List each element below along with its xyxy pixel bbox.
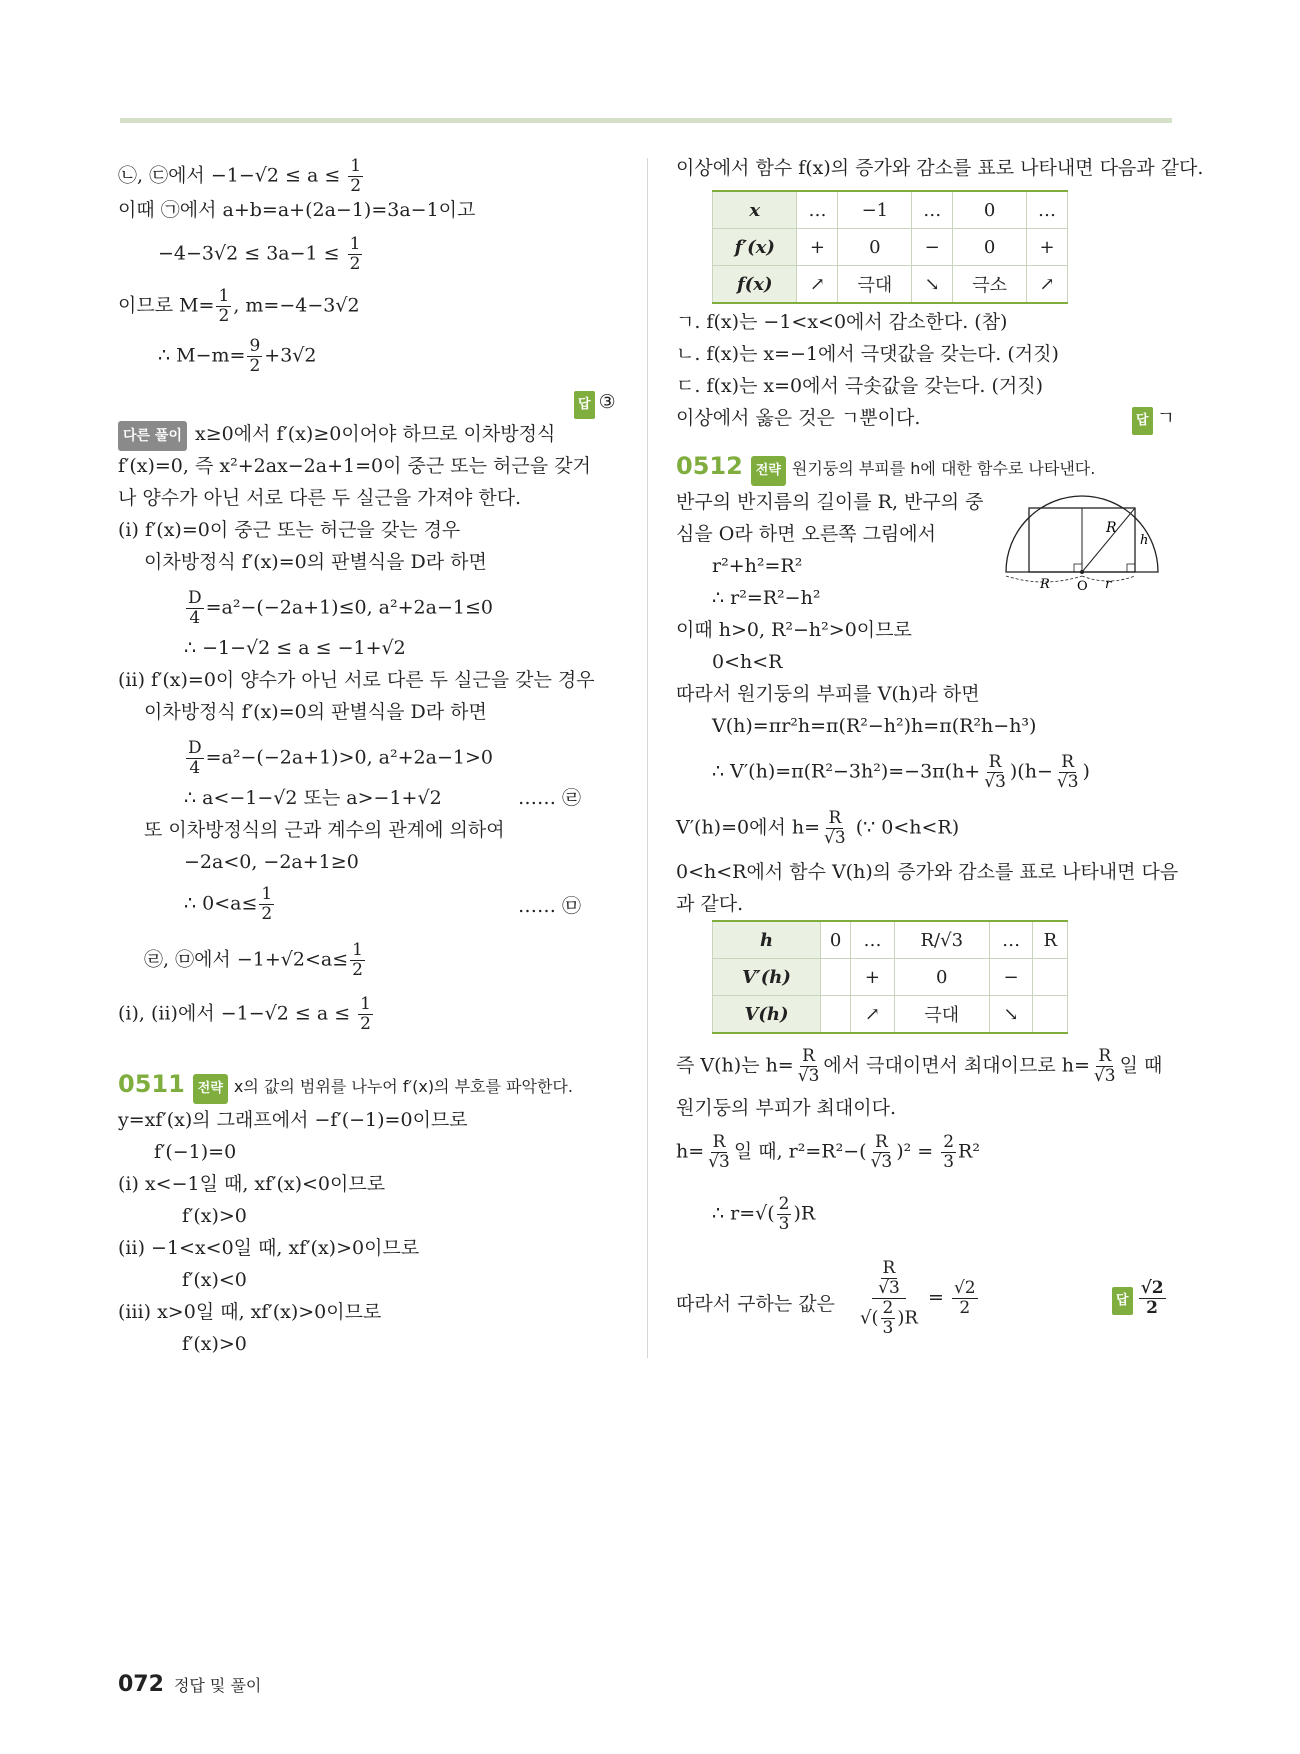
strategy-badge: 전략 bbox=[751, 456, 786, 486]
table-cell: 0 bbox=[821, 921, 851, 959]
line: ㄱ. f(x)는 −1<x<0에서 감소한다. (참) bbox=[676, 311, 1008, 333]
table-header-cell: V′(h) bbox=[713, 959, 821, 996]
table-cell: 극대 bbox=[838, 266, 912, 304]
line: ∴ a<−1−√2 또는 a>−1+√2 bbox=[184, 787, 442, 809]
line: (ⅱ) −1<x<0일 때, xf′(x)>0이므로 bbox=[118, 1237, 420, 1259]
page-number: 072 bbox=[118, 1672, 164, 1697]
radius-line bbox=[1082, 508, 1135, 572]
line: r²+h²=R² bbox=[712, 555, 803, 577]
line: y=xf′(x)의 그래프에서 −f′(−1)=0이므로 bbox=[118, 1109, 468, 1131]
fraction: $\frac{R}{√3}$ bbox=[708, 1132, 730, 1172]
table-cell: + bbox=[851, 959, 895, 996]
table-cell: … bbox=[797, 191, 838, 229]
fraction: $\frac{D}{4}$ bbox=[188, 588, 202, 628]
fraction: $\frac{1}{2}$ bbox=[349, 234, 361, 274]
table-cell bbox=[1033, 959, 1068, 996]
line: −4−3√2 ≤ 3a−1 ≤ $\frac{1}{2}$ bbox=[158, 234, 361, 274]
line-marker: …… ㉣ bbox=[518, 787, 582, 809]
line: (ⅲ) x>0일 때, xf′(x)>0이므로 bbox=[118, 1301, 382, 1323]
table-cell: … bbox=[851, 921, 895, 959]
top-rule bbox=[120, 118, 1172, 123]
table-cell: ↘ bbox=[912, 266, 953, 304]
variation-table-vh bbox=[712, 920, 1068, 1034]
line: ∴ 0<a≤ $\frac{1}{2}$ bbox=[184, 884, 273, 924]
table-header-cell: V(h) bbox=[713, 996, 821, 1034]
line: 이때 ㉠에서 a+b=a+(2a−1)=3a−1이고 bbox=[118, 199, 476, 221]
fraction: $\frac{9}{2}$ bbox=[249, 336, 261, 376]
table-row bbox=[713, 191, 1068, 229]
right-angle-mark bbox=[1127, 564, 1135, 572]
table-cell: ↗ bbox=[851, 996, 895, 1034]
line: −2a<0, −2a+1≥0 bbox=[184, 851, 359, 873]
line: ㉣, ㉤에서 −1+√2<a≤ $\frac{1}{2}$ bbox=[144, 940, 363, 980]
table-cell: 극대 bbox=[894, 996, 989, 1034]
fraction: $\frac{1}{2}$ bbox=[352, 940, 363, 980]
table-cell: 0 bbox=[953, 229, 1027, 266]
fraction: $\frac{R}{√3}$ bbox=[984, 752, 1006, 792]
line: (ⅱ) f′(x)=0이 양수가 아닌 서로 다른 두 실근을 갖는 경우 bbox=[118, 669, 595, 691]
table-cell: … bbox=[1026, 191, 1067, 229]
variation-table-fx bbox=[712, 190, 1068, 304]
table-row bbox=[713, 959, 1068, 996]
line: h= $\frac{R}{√3}$ 일 때, r²=R²−( $\frac{R}{√3}$ )² = $\frac{2}{3}$ R² bbox=[676, 1132, 980, 1172]
line: 따라서 원기둥의 부피를 V(h)라 하면 bbox=[676, 683, 980, 705]
line: 원기둥의 부피가 최대이다. bbox=[676, 1097, 897, 1119]
table-cell: R bbox=[1033, 921, 1068, 959]
page-footer bbox=[118, 1672, 261, 1697]
line: ㉡, ㉢에서 −1−√2 ≤ a ≤ $\frac{1}{2}$ bbox=[118, 156, 362, 196]
fraction: $\frac{R}{√3}$ bbox=[870, 1132, 893, 1172]
line: (ⅰ), (ⅱ)에서 −1−√2 ≤ a ≤ $\frac{1}{2}$ bbox=[118, 994, 371, 1034]
line: 0<h<R에서 함수 V(h)의 증가와 감소를 표로 나타내면 다음 bbox=[676, 861, 1179, 883]
line: V′(h)=0에서 h= $\frac{R}{√3}$ (∵ 0<h<R) bbox=[676, 808, 960, 848]
table-cell: ↘ bbox=[989, 996, 1033, 1034]
table-header-cell: f(x) bbox=[713, 266, 797, 304]
table-row bbox=[713, 921, 1068, 959]
fraction: $\frac{D}{4}$ bbox=[188, 738, 202, 778]
line: 따라서 구하는 값은 bbox=[676, 1293, 835, 1315]
answer-badge: 답 bbox=[1132, 407, 1153, 435]
table-cell: 0 bbox=[894, 959, 989, 996]
table-header-cell: h bbox=[713, 921, 821, 959]
line: ㄴ. f(x)는 x=−1에서 극댓값을 갖는다. (거짓) bbox=[676, 343, 1059, 365]
table-cell: + bbox=[797, 229, 838, 266]
line: $\frac{D}{4}$ =a²−(−2a+1)>0, a²+2a−1>0 bbox=[188, 738, 493, 778]
table-header-cell: x bbox=[713, 191, 797, 229]
line: ∴ V′(h)=π(R²−3h²)=−3π(h+ $\frac{R}{√3}$ )(h− $\frac{R}{√3}$ ) bbox=[712, 752, 1090, 792]
line: 이므로 M= $\frac{1}{2}$ , m=−4−3√2 bbox=[118, 286, 360, 326]
problem-number: 0512 bbox=[676, 452, 743, 480]
line: f′(x)>0 bbox=[182, 1205, 247, 1227]
fraction: $\frac{1}{2}$ bbox=[360, 994, 371, 1034]
line: (ⅰ) f′(x)=0이 중근 또는 허근을 갖는 경우 bbox=[118, 519, 461, 541]
table-row bbox=[713, 229, 1068, 266]
line: $\frac{D}{4}$ =a²−(−2a+1)≤0, a²+2a−1≤0 bbox=[188, 588, 493, 628]
fraction: $\frac{1}{2}$ bbox=[261, 884, 273, 924]
table-cell: … bbox=[989, 921, 1033, 959]
line: 0<h<R bbox=[712, 651, 783, 673]
answer-mark bbox=[1112, 1280, 1168, 1317]
table-cell: − bbox=[912, 229, 953, 266]
line: 심을 O라 하면 오른쪽 그림에서 bbox=[676, 523, 936, 545]
figure-label: h bbox=[1140, 533, 1149, 548]
footer-label: 정답 및 풀이 bbox=[173, 1676, 262, 1695]
fraction: $\frac{R}{√3}$ bbox=[824, 808, 846, 848]
center-point bbox=[1080, 570, 1084, 574]
fraction: $\frac{2}{3}$ bbox=[943, 1132, 955, 1172]
table-cell: 극소 bbox=[953, 266, 1027, 304]
table-cell: ↗ bbox=[1026, 266, 1067, 304]
answer-badge: 답 bbox=[574, 391, 595, 419]
table-cell: 0 bbox=[838, 229, 912, 266]
table-cell: −1 bbox=[838, 191, 912, 229]
table-header-cell: f′(x) bbox=[713, 229, 797, 266]
table-cell: + bbox=[1026, 229, 1067, 266]
line: ∴ r=√( $\frac{2}{3}$ )R bbox=[712, 1194, 816, 1234]
line: f′(x)>0 bbox=[182, 1333, 247, 1355]
compound-fraction: $\frac{R}{√3}$ √( $\frac{2}{3}$ )R bbox=[860, 1258, 918, 1338]
line: 또 이차방정식의 근과 계수의 관계에 의하여 bbox=[144, 819, 505, 841]
line: f′(−1)=0 bbox=[154, 1141, 237, 1163]
line: 즉 V(h)는 h= $\frac{R}{√3}$ 에서 극대이면서 최대이므로 h= $\frac{R}{√3}$ 일 때 bbox=[676, 1046, 1163, 1086]
line: ∴ r²=R²−h² bbox=[712, 587, 821, 609]
fraction: $\frac{R}{√3}$ bbox=[1056, 752, 1079, 792]
alt-solution-badge: 다른 풀이 bbox=[118, 421, 187, 451]
line: 이차방정식 f′(x)=0의 판별식을 D라 하면 bbox=[144, 551, 487, 573]
table-row bbox=[713, 996, 1068, 1034]
fraction: $\frac{1}{2}$ bbox=[350, 156, 362, 196]
table-row bbox=[713, 266, 1068, 304]
line: 이상에서 옳은 것은 ㄱ뿐이다. bbox=[676, 407, 921, 429]
line: ∴ M−m= $\frac{9}{2}$ +3√2 bbox=[158, 336, 317, 376]
fraction: $\frac{R}{√3}$ bbox=[1093, 1046, 1116, 1086]
problem-number: 0511 bbox=[118, 1070, 185, 1098]
hemisphere-cylinder-figure bbox=[1002, 488, 1162, 598]
figure-label: R bbox=[1106, 520, 1117, 536]
line: 과 같다. bbox=[676, 893, 744, 915]
fraction: $\frac{2}{3}$ bbox=[778, 1194, 790, 1234]
problem-0511-header: 0511 전략 x의 값의 범위를 나누어 f′(x)의 부호를 파악한다. bbox=[118, 1070, 573, 1104]
figure-label: O bbox=[1077, 579, 1088, 594]
problem-0512-header: 0512 전략 원기둥의 부피를 h에 대한 함수로 나타낸다. bbox=[676, 452, 1095, 486]
figure-label: r bbox=[1105, 577, 1112, 592]
table-cell: − bbox=[989, 959, 1033, 996]
table-cell bbox=[1033, 996, 1068, 1034]
fraction: $\frac{R}{√3}$ bbox=[797, 1046, 820, 1086]
line: 이차방정식 f′(x)=0의 판별식을 D라 하면 bbox=[144, 701, 487, 723]
figure-label: R bbox=[1040, 577, 1050, 592]
line: ㄷ. f(x)는 x=0에서 극솟값을 갖는다. (거짓) bbox=[676, 375, 1044, 397]
column-divider bbox=[647, 158, 648, 1358]
answer-mark: 답 ③ bbox=[574, 388, 616, 419]
fraction: $\frac{√2}{2}$ bbox=[1140, 1278, 1164, 1318]
line: 다른 풀이 x≥0에서 f′(x)≥0이어야 하므로 이차방정식 bbox=[118, 420, 555, 451]
line-marker: …… ㉤ bbox=[518, 895, 582, 917]
table-cell: ↗ bbox=[797, 266, 838, 304]
fraction: $\frac{√2}{2}$ bbox=[953, 1278, 976, 1318]
line: (ⅰ) x<−1일 때, xf′(x)<0이므로 bbox=[118, 1173, 386, 1195]
line: 나 양수가 아닌 서로 다른 두 실근을 가져야 한다. bbox=[118, 487, 522, 509]
table-cell bbox=[821, 996, 851, 1034]
line: V(h)=πr²h=π(R²−h²)h=π(R²h−h³) bbox=[712, 715, 1037, 737]
strategy-badge: 전략 bbox=[193, 1074, 228, 1104]
line: f′(x)=0, 즉 x²+2ax−2a+1=0이 중근 또는 허근을 갖거 bbox=[118, 455, 591, 477]
answer-mark: 답 ㄱ bbox=[1132, 404, 1175, 435]
table-cell bbox=[821, 959, 851, 996]
fraction: $\frac{1}{2}$ bbox=[218, 286, 230, 326]
final-expression: $\frac{R}{√3}$ √( $\frac{2}{3}$ )R = $\frac{√2}{2}$ bbox=[860, 1258, 976, 1338]
table-cell: 0 bbox=[953, 191, 1027, 229]
line: 반구의 반지름의 길이를 R, 반구의 중 bbox=[676, 491, 984, 513]
line: 이상에서 함수 f(x)의 증가와 감소를 표로 나타내면 다음과 같다. bbox=[676, 157, 1204, 179]
answer-badge: 답 bbox=[1112, 1287, 1133, 1315]
table-cell: … bbox=[912, 191, 953, 229]
table-cell: R/√3 bbox=[894, 921, 989, 959]
line: f′(x)<0 bbox=[182, 1269, 247, 1291]
line: ∴ −1−√2 ≤ a ≤ −1+√2 bbox=[184, 637, 406, 659]
line: 이때 h>0, R²−h²>0이므로 bbox=[676, 619, 912, 641]
